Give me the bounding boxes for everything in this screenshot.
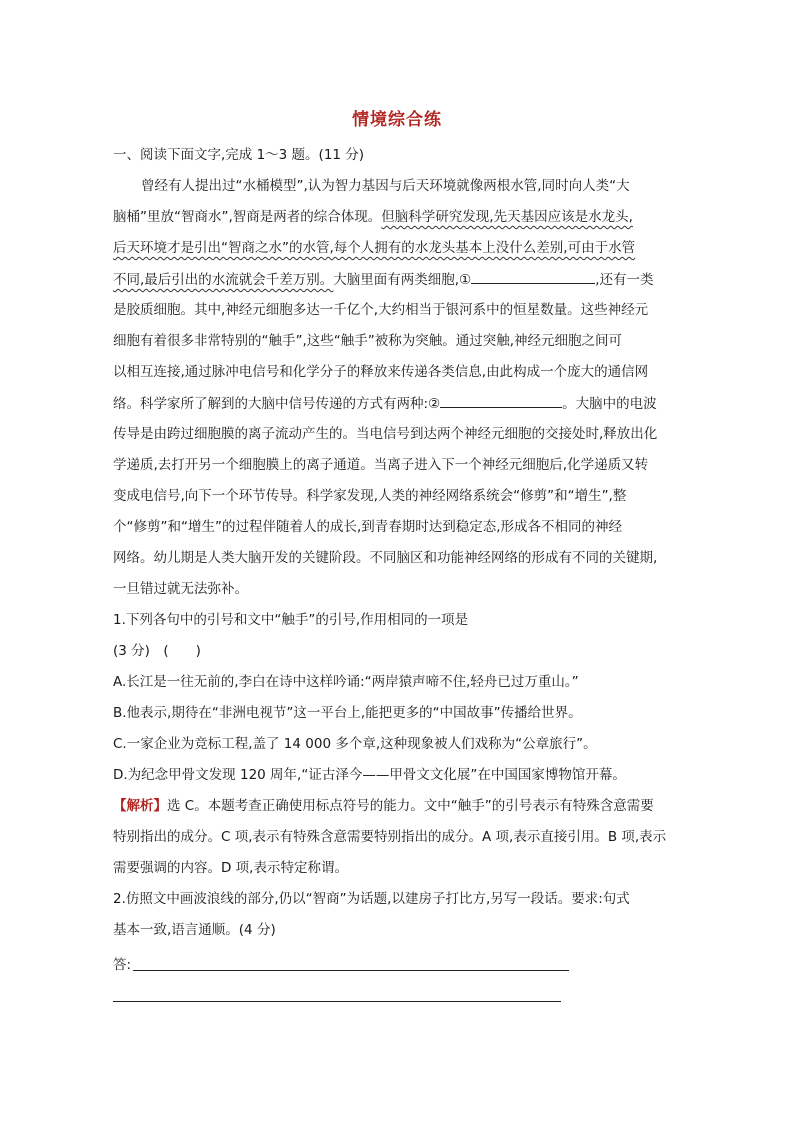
- passage-text: ,还有一类: [595, 272, 654, 288]
- passage-text: 。大脑中的电波: [562, 396, 657, 412]
- blank-number: ②: [428, 396, 441, 412]
- passage-line: 个“修剪”和“增生”的过程伴随着人的成长,到青春期时达到稳定态,形成各不相同的神经: [113, 519, 623, 535]
- passage-line: 一旦错过就无法弥补。: [113, 581, 248, 597]
- fill-blank-2[interactable]: [440, 393, 562, 408]
- option-b: B.他表示,期待在“非洲电视节”这一平台上,能把更多的“中国故事”传播给世界。: [113, 705, 582, 721]
- passage-text: 脑桶”里放“智商水”,智商是两者的综合体现。: [113, 209, 382, 225]
- option-a: A.长江是一往无前的,李白在诗中这样吟诵:“两岸猿声啼不住,轻舟已过万重山。”: [113, 674, 579, 690]
- passage-line: 曾经有人提出过“水桶模型”,认为智力基因与后天环境就像两根水管,同时向人类“大: [141, 178, 630, 194]
- passage-line: [113, 393, 657, 414]
- passage-line: 网络。幼儿期是人类大脑开发的关键阶段。不同脑区和功能神经网络的形成有不同的关键期,: [113, 550, 658, 566]
- wavy-underlined-text: 不同,最后引出的水流就会千差万别。: [113, 272, 334, 288]
- passage-line: [113, 269, 654, 290]
- fill-blank-1[interactable]: [471, 269, 595, 284]
- passage-line: [113, 207, 633, 227]
- answer-label: 答:: [113, 957, 132, 973]
- analysis-text: 选 C。本题考查正确使用标点符号的能力。文中“触手”的引号表示有特殊含意需要: [167, 798, 654, 814]
- option-d: D.为纪念甲骨文发现 120 周年,“证古泽今——甲骨文文化展”在中国国家博物馆开幕。: [113, 767, 626, 783]
- passage-line: 变成电信号,向下一个环节传导。科学家发现,人类的神经网络系统会“修剪”和“增生”,整: [113, 488, 627, 504]
- analysis-tag: 【解析】: [113, 798, 167, 814]
- option-c: C.一家企业为竞标工程,盖了 14 000 多个章,这种现象被人们戏称为“公章旅行”。: [113, 736, 597, 752]
- wavy-underlined-text: 但脑科学研究发现,先天基因应该是水龙头,: [381, 209, 633, 225]
- page-title: 情境综合练: [352, 110, 442, 130]
- section-heading: 一、阅读下面文字,完成 1～3 题。(11 分): [113, 147, 365, 163]
- question-2-stem: 2.仿照文中画波浪线的部分,仍以“智商”为话题,以建房子打比方,另写一段话。要求:句式: [113, 891, 630, 907]
- passage-line: 学递质,去打开另一个细胞膜上的离子通道。当离子进入下一个神经元细胞后,化学递质又转: [113, 457, 649, 473]
- answer-line[interactable]: [113, 1001, 561, 1002]
- question-2-stem: 基本一致,语言通顺。(4 分): [113, 922, 276, 938]
- passage-text: 络。科学家所了解到的大脑中信号传递的方式有两种:: [113, 396, 429, 412]
- analysis-line: 特别指出的成分。C 项,表示有特殊含意需要特别指出的成分。A 项,表示直接引用。B 项,表示: [113, 829, 667, 845]
- question-1-score: (3 分) ( ): [113, 643, 201, 659]
- passage-line: 细胞有着很多非常特别的“触手”,这些“触手”被称为突触。通过突触,神经元细胞之间可: [113, 333, 623, 349]
- passage-line: 以相互连接,通过脉冲电信号和化学分子的释放来传递各类信息,由此构成一个庞大的通信网: [113, 364, 649, 380]
- passage-line: 传导是由跨过细胞膜的离子流动产生的。当电信号到达两个神经元细胞的交接处时,释放出化: [113, 426, 658, 442]
- passage-line: 是胶质细胞。其中,神经元细胞多达一千亿个,大约相当于银河系中的恒星数量。这些神经元: [113, 302, 649, 318]
- answer-line[interactable]: [133, 970, 569, 971]
- analysis-line: 需要强调的内容。D 项,表示特定称谓。: [113, 860, 348, 876]
- wavy-underlined-text: 后天环境才是引出“智商之水”的水管,每个人拥有的水龙头基本上没什么差别,可由于水管: [113, 240, 636, 256]
- analysis-line: [113, 796, 654, 816]
- passage-text: 大脑里面有两类细胞,: [333, 272, 460, 288]
- question-1-stem: 1.下列各句中的引号和文中“触手”的引号,作用相同的一项是: [113, 612, 469, 628]
- blank-number: ①: [459, 272, 472, 288]
